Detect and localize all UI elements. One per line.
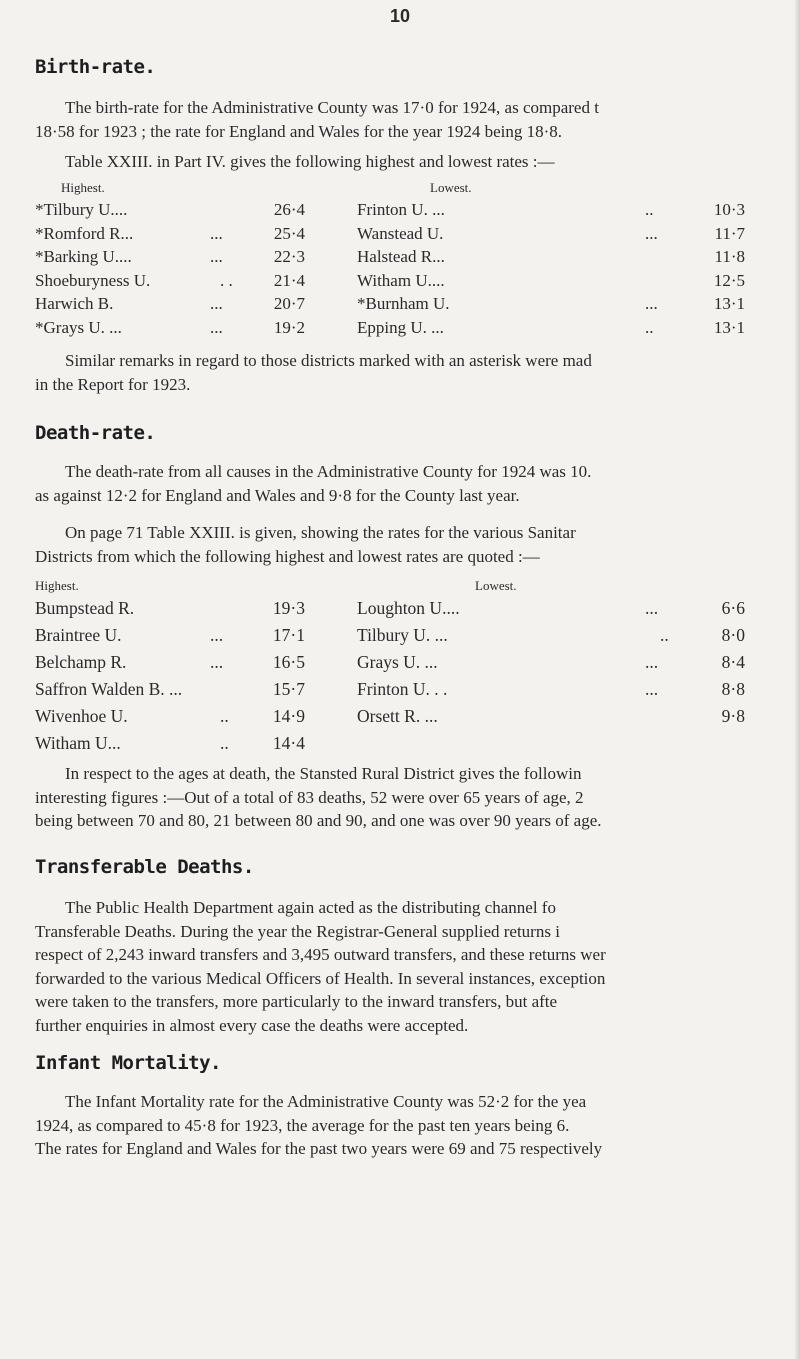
death-rate-table (35, 578, 795, 760)
text-line: Districts from which the following highest and lowest rates are quoted :— (35, 546, 540, 566)
text-line: The death-rate from all causes in the Administrative County for 1924 was 10. (65, 462, 592, 481)
leader-dots: ... (645, 652, 659, 672)
leader-dots: ... (645, 223, 658, 243)
highest-rate: 14·4 (272, 733, 305, 753)
lowest-rate: 12·5 (713, 270, 745, 290)
table-header (35, 578, 795, 598)
text-line: Transferable Deaths. During the year the Registrar-General supplied returns i (35, 921, 560, 941)
highest-rate: 19·2 (273, 317, 305, 337)
infant-mortality-paragraph (35, 1090, 800, 1161)
text-line: were taken to the transfers, more particularly to the inward transfers, but afte (35, 992, 558, 1011)
leader-dots: ... (645, 679, 659, 699)
leader-dots: .. (220, 706, 229, 726)
infant-mortality-heading: Infant Mortality. (35, 1052, 221, 1074)
text-line: as against 12·2 for England and Wales and 9·8 for the County last year. (35, 485, 520, 505)
table-row (35, 679, 795, 706)
header-lowest: Lowest. (430, 180, 472, 195)
leader-dots: .. (645, 200, 654, 219)
highest-district: Harwich B. (35, 294, 114, 313)
leader-dots: ... (210, 294, 223, 313)
table-row (35, 652, 795, 679)
text-line: interesting figures :—Out of a total of 83 deaths, 52 were over 65 years of age, 2 (35, 787, 584, 807)
highest-district: *Tilbury U.... (35, 200, 128, 219)
header-lowest: Lowest. (475, 578, 517, 593)
leader-dots: ... (210, 247, 223, 266)
table-row (35, 200, 795, 224)
highest-district: Saffron Walden B. ... (35, 679, 183, 699)
leader-dots: ... (210, 625, 224, 645)
lowest-district: Frinton U. ... (357, 200, 445, 219)
table-row (35, 706, 795, 733)
highest-rate: 21·4 (273, 270, 305, 290)
leader-dots: . . (220, 270, 233, 290)
highest-rate: 25·4 (273, 223, 305, 243)
text-line: further enquiries in almost every case the deaths were accepted. (35, 1015, 469, 1035)
death-rate-paragraph-2 (35, 521, 800, 568)
text-line: Similar remarks in regard to those districts marked with an asterisk were mad (65, 351, 592, 370)
transferable-deaths-paragraph (35, 896, 800, 1037)
lowest-rate: 13·1 (713, 294, 745, 313)
lowest-rate: 10·3 (713, 200, 745, 219)
table-header (35, 180, 795, 200)
highest-rate: 14·9 (272, 706, 305, 726)
highest-rate: 19·3 (272, 598, 305, 618)
table-row (35, 247, 795, 271)
death-rate-paragraph-1 (35, 460, 800, 507)
lowest-district: Tilbury U. ... (357, 625, 448, 645)
birth-rate-paragraph-2 (35, 150, 800, 174)
death-rate-heading: Death-rate. (35, 422, 156, 444)
birth-rate-table (35, 180, 795, 341)
lowest-district: Halstead R... (357, 247, 445, 266)
text-line: respect of 2,243 inward transfers and 3,495 outward transfers, and these returns wer (35, 945, 606, 964)
highest-district: Witham U... (35, 733, 121, 753)
leader-dots: .. (645, 317, 654, 337)
lowest-rate: 13·1 (713, 317, 745, 337)
text-line: The Public Health Department again acted as the distributing channel fo (65, 898, 556, 917)
lowest-district: Orsett R. ... (357, 706, 438, 726)
leader-dots: ... (210, 652, 224, 672)
table-row (35, 224, 795, 248)
text-line: On page 71 Table XXIII. is given, showing the rates for the various Sanitar (65, 523, 576, 542)
lowest-district: Grays U. ... (357, 652, 438, 672)
page-number: 10 (389, 6, 411, 26)
birth-rate-heading: Birth-rate. (35, 56, 156, 78)
highest-district: Wivenhoe U. (35, 706, 128, 726)
text-line: Table XXIII. in Part IV. gives the following highest and lowest rates :— (65, 152, 555, 171)
table-row (35, 294, 795, 318)
leader-dots: ... (645, 598, 659, 618)
highest-district: Braintree U. (35, 625, 122, 645)
highest-district: Shoeburyness U. (35, 270, 151, 290)
leader-dots: ... (210, 223, 223, 243)
leader-dots: .. (660, 625, 669, 645)
text-line: In respect to the ages at death, the Stansted Rural District gives the followin (65, 764, 582, 783)
transferable-deaths-heading: Transferable Deaths. (35, 856, 254, 878)
lowest-district: Wanstead U. (357, 223, 444, 243)
highest-rate: 17·1 (272, 625, 305, 645)
text-line: in the Report for 1923. (35, 374, 191, 394)
lowest-district: Frinton U. . . (357, 679, 448, 699)
lowest-rate: 8·0 (721, 625, 745, 645)
highest-rate: 15·7 (272, 679, 305, 699)
text-line: 1924, as compared to 45·8 for 1923, the average for the past ten years being 6. (35, 1115, 570, 1135)
table-row (35, 625, 795, 652)
highest-rate: 20·7 (273, 294, 305, 313)
highest-district: *Barking U.... (35, 247, 132, 266)
table-row (35, 318, 795, 342)
lowest-rate: 11·7 (714, 223, 745, 243)
header-highest: Highest. (61, 180, 105, 195)
text-line: being between 70 and 80, 21 between 80 and 90, and one was over 90 years of age. (35, 811, 602, 830)
lowest-district: Witham U.... (357, 270, 445, 290)
text-line: The Infant Mortality rate for the Administrative County was 52·2 for the yea (65, 1092, 587, 1111)
leader-dots: ... (210, 317, 223, 337)
lowest-rate: 8·4 (721, 652, 745, 672)
lowest-district: Epping U. ... (357, 317, 444, 337)
table-row (35, 271, 795, 295)
highest-district: *Romford R... (35, 223, 134, 243)
highest-rate: 26·4 (273, 200, 305, 219)
leader-dots: ... (645, 294, 658, 313)
death-rate-paragraph-3 (35, 762, 800, 833)
birth-rate-paragraph-1 (35, 96, 800, 143)
leader-dots: .. (220, 733, 229, 753)
table-row (35, 598, 795, 625)
text-line: 18·58 for 1923 ; the rate for England and Wales for the year 1924 being 18·8. (35, 121, 563, 141)
text-line: forwarded to the various Medical Officers of Health. In several instances, exception (35, 968, 606, 988)
highest-district: Belchamp R. (35, 652, 127, 672)
text-line: The rates for England and Wales for the past two years were 69 and 75 respectively (35, 1139, 603, 1158)
highest-district: Bumpstead R. (35, 598, 135, 618)
highest-rate: 22·3 (273, 247, 305, 266)
lowest-district: Loughton U.... (357, 598, 460, 618)
highest-rate: 16·5 (272, 652, 305, 672)
lowest-rate: 6·6 (721, 598, 745, 618)
lowest-rate: 11·8 (714, 247, 745, 266)
text-line: The birth-rate for the Administrative County was 17·0 for 1924, as compared t (65, 98, 599, 117)
highest-district: *Grays U. ... (35, 317, 122, 337)
lowest-rate: 9·8 (721, 706, 745, 726)
lowest-rate: 8·8 (721, 679, 745, 699)
header-highest: Highest. (35, 578, 79, 593)
lowest-district: *Burnham U. (357, 294, 450, 313)
birth-rate-paragraph-3 (35, 349, 800, 396)
table-row (35, 733, 795, 760)
